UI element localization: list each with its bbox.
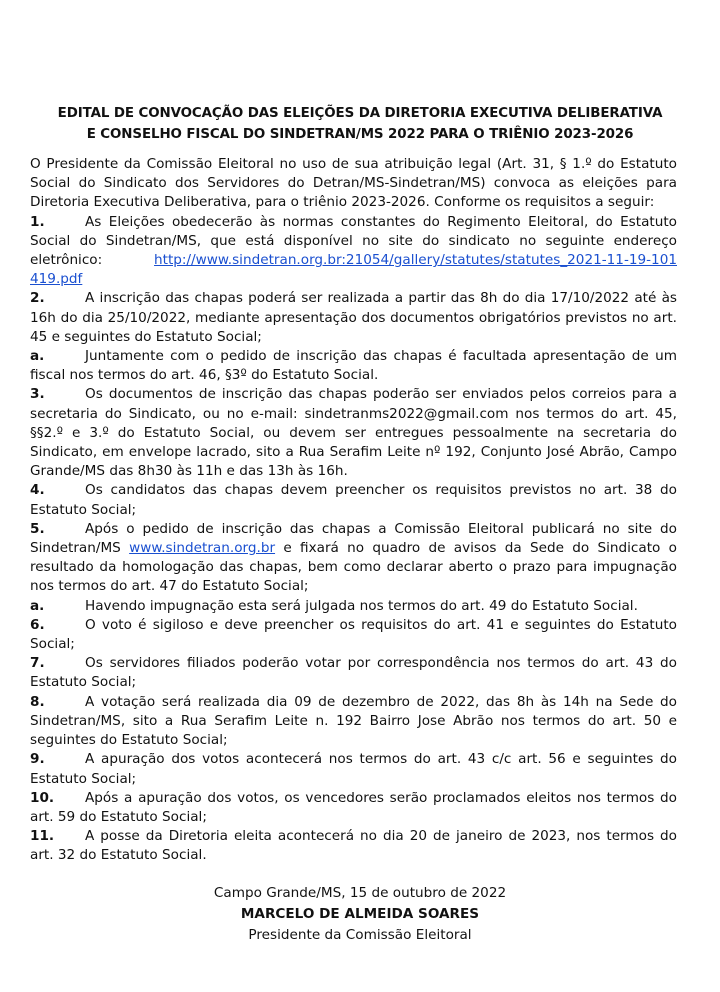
item-text: Após a apuração dos votos, os vencedores serão proclamados eleitos nos termos do art. 59 do Estatuto Social; xyxy=(30,789,677,825)
signature-block xyxy=(0,883,720,946)
sindetran-site-link[interactable]: www.sindetran.org.br xyxy=(129,540,276,557)
item-text: Havendo impugnação esta será julgada nos termos do art. 49 do Estatuto Social. xyxy=(85,597,638,614)
item-number: 10. xyxy=(30,789,55,806)
item-letter: a. xyxy=(30,348,45,365)
item-text: A posse da Diretoria eleita acontecerá no dia 20 de janeiro de 2023, nos termos do art. 32 do Estatuto Social. xyxy=(30,828,677,864)
item-number: 3. xyxy=(30,386,45,403)
list-item-3 xyxy=(30,385,677,481)
item-text: A apuração dos votos acontecerá nos termos do art. 43 c/c art. 56 e seguintes do Estatuto Social; xyxy=(30,751,677,787)
item-text: A votação será realizada dia 09 de dezembro de 2022, das 8h às 14h na Sede do Sindetran/MS, sito a Rua Serafim Leite n. 192 Bairro Jose Abrão nos termos do art. 50 e seguintes do Estatuto Social; xyxy=(30,693,677,749)
item-text: Juntamente com o pedido de inscrição das chapas é facultada apresentação de um fiscal nos termos do art. 46, §3º do Estatuto Social. xyxy=(30,348,677,384)
list-item-1 xyxy=(30,213,677,290)
document-title xyxy=(28,103,692,145)
signer-role: Presidente da Comissão Eleitoral xyxy=(248,927,472,943)
list-item-2 xyxy=(30,289,677,347)
intro-paragraph: O Presidente da Comissão Eleitoral no uso de sua atribuição legal (Art. 31, § 1.º do Estatuto Social do Sindicato dos Servidores do Detran/MS-Sindetran/MS) convoca as eleições para Diretoria Executiva Deliberativa, para o triênio 2023-2026. Conforme os requisitos a seguir: xyxy=(30,156,677,211)
item-text: Os servidores filiados poderão votar por correspondência nos termos do art. 43 do Estatuto Social; xyxy=(30,655,677,691)
list-item-8 xyxy=(30,693,677,751)
list-item-5a xyxy=(30,597,677,616)
item-number: 11. xyxy=(30,828,55,845)
item-number: 9. xyxy=(30,751,45,768)
list-item-2a xyxy=(30,347,677,385)
item-text: Os documentos de inscrição das chapas poderão ser enviados pelos correios para a secretaria do Sindicato, ou no e-mail: sindetranms2022@gmail.com nos termos do art. 45, §§2.º e 3.º do Estatuto Social, ou devem ser entregues pessoalmente na secretaria do Sindicato, em envelope lacrado, sito a Rua Serafim Leite nº 192, Conjunto José Abrão, Campo Grande/MS das 8h30 às 11h e das 13h às 16h. xyxy=(30,386,677,480)
title-line-2: E CONSELHO FISCAL DO SINDETRAN/MS 2022 PARA O TRIÊNIO 2023-2026 xyxy=(86,127,634,142)
item-text: A inscrição das chapas poderá ser realizada a partir das 8h do dia 17/10/2022 até às 16h do dia 25/10/2022, mediante apresentação dos documentos obrigatórios previstos no art. 45 e seguintes do Estatuto Social; xyxy=(30,290,677,345)
item-number: 8. xyxy=(30,693,45,710)
item-number: 6. xyxy=(30,616,45,633)
item-letter: a. xyxy=(30,597,45,614)
list-item-4 xyxy=(30,481,677,519)
list-item-10 xyxy=(30,789,677,827)
list-item-11 xyxy=(30,827,677,865)
statute-link[interactable]: http://www.sindetran.org.br:21054/gallery/statutes/statutes_2021-11-19-101419.pdf xyxy=(30,252,677,288)
item-number: 4. xyxy=(30,482,45,499)
place-date: Campo Grande/MS, 15 de outubro de 2022 xyxy=(213,885,507,901)
list-item-6 xyxy=(30,616,677,654)
item-text-continued: e fixará no quadro de avisos da Sede do Sindicato o resultado da homologação das chapas, bem como declarar aberto o prazo para impugnação nos termos do art. 47 do Estatuto Social; xyxy=(30,540,677,595)
list-item-7 xyxy=(30,654,677,692)
item-number: 5. xyxy=(30,520,45,537)
item-number: 1. xyxy=(30,213,45,230)
list-item-5 xyxy=(30,520,677,597)
item-text: Após o pedido de inscrição das chapas a Comissão Eleitoral publicará no site do Sindetran/MS xyxy=(30,520,677,557)
item-text: Os candidatos das chapas devem preencher os requisitos previstos no art. 38 do Estatuto Social; xyxy=(30,482,677,518)
list-item-9 xyxy=(30,750,677,788)
item-number: 7. xyxy=(30,655,45,672)
item-number: 2. xyxy=(30,290,45,307)
signer-name: MARCELO DE ALMEIDA SOARES xyxy=(240,906,480,922)
item-text: As Eleições obedecerão às normas constantes do Regimento Eleitoral, do Estatuto Social do Sindetran/MS, que está disponível no site do sindicato no seguinte endereço eletrônico: xyxy=(30,213,677,269)
item-text: O voto é sigiloso e deve preencher os requisitos do art. 41 e seguintes do Estatuto Social; xyxy=(30,616,677,653)
title-line-1: EDITAL DE CONVOCAÇÃO DAS ELEIÇÕES DA DIRETORIA EXECUTIVA DELIBERATIVA xyxy=(57,106,663,121)
document-body xyxy=(30,155,677,866)
